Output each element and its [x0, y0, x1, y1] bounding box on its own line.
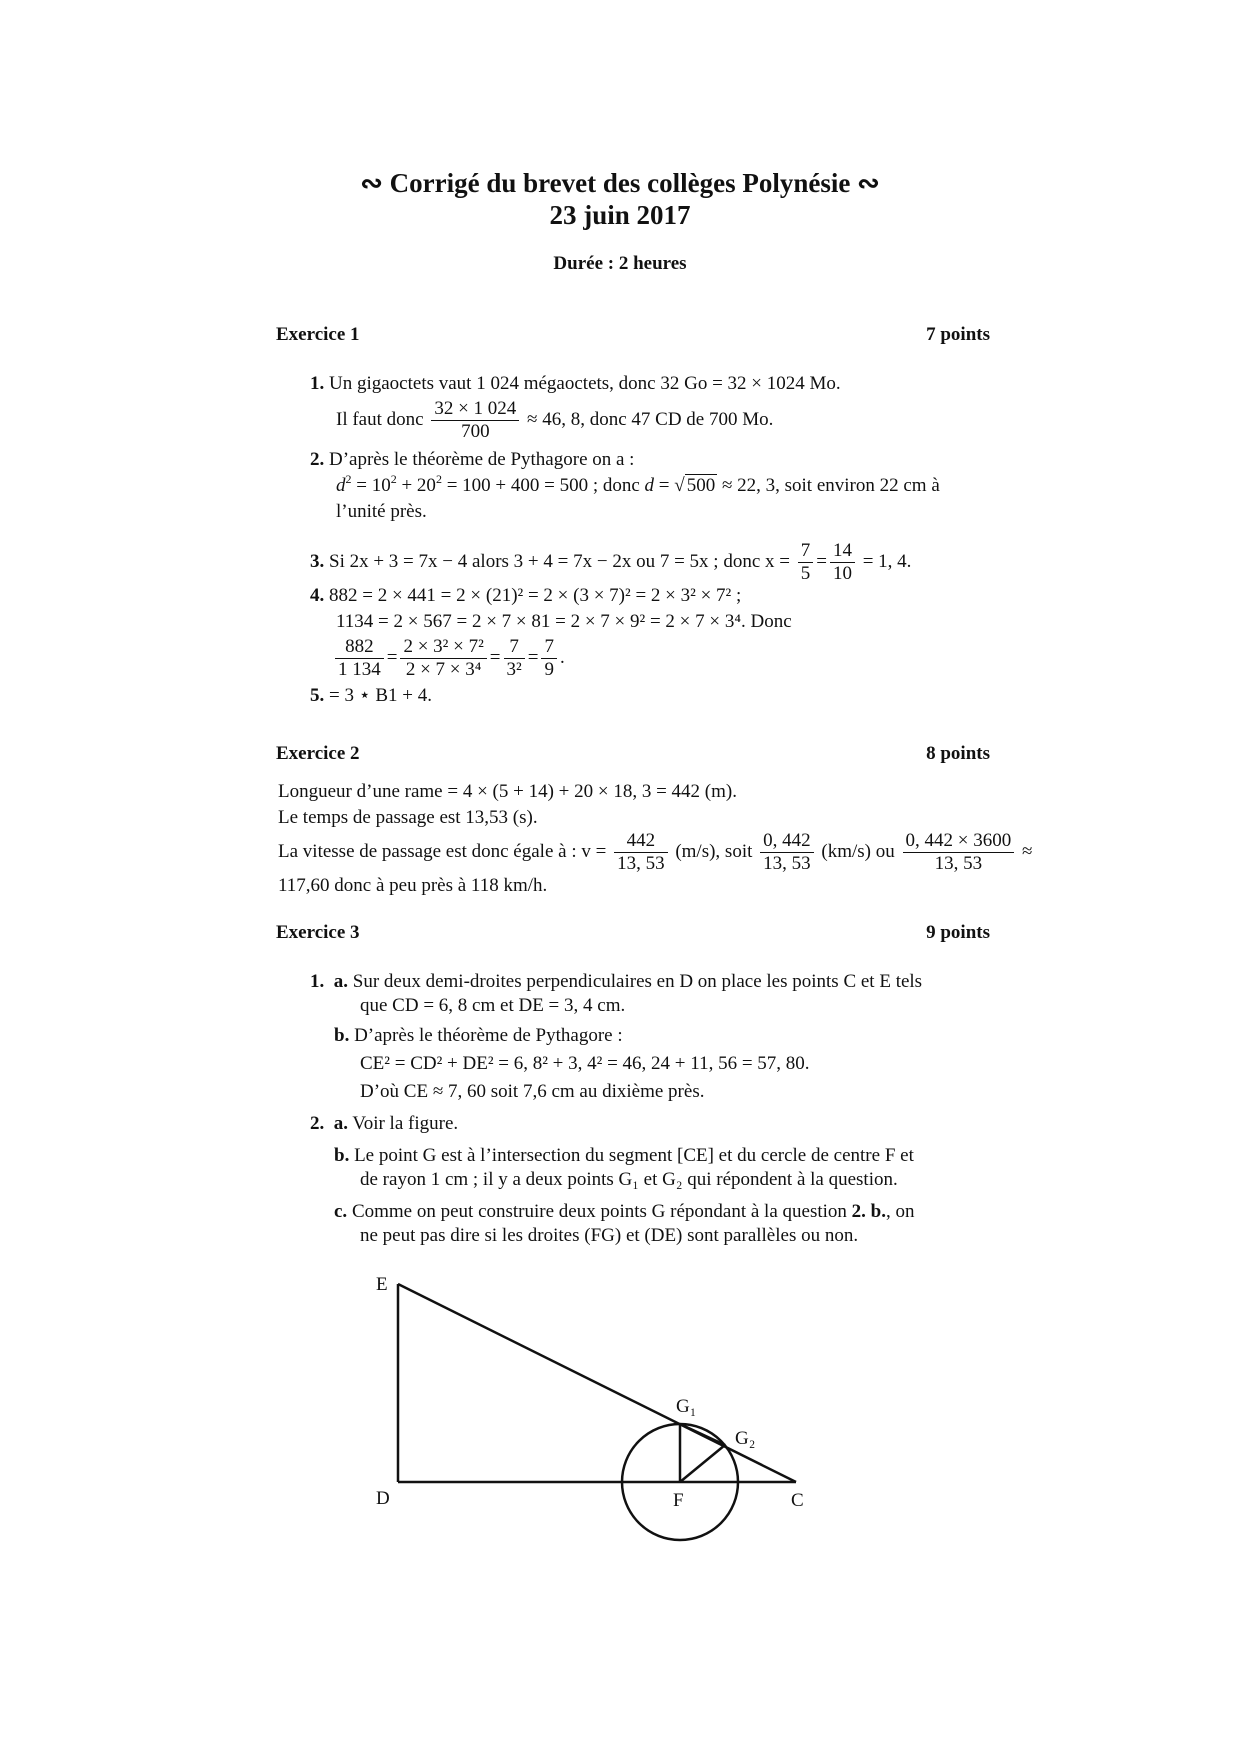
- ex3-q2c-line1: c. Comme on peut construire deux points G répondant à la question 2. b., on: [334, 1201, 915, 1222]
- ex1-q2-line2: $d^2 = 10^2 + 20^2 = 100 + 400 = 500$ ; donc d = √ 500 ≈ 22, 3, soit environ 22 cm à: [336, 472, 940, 496]
- ex1-q3: 3. Si 2x + 3 = 7x − 4 alors 3 + 4 = 7x − 2x ou 7 = 5x ; donc x = $\frac{7}{5}$ = $\frac{14}{10}$ = 1, 4.: [310, 540, 912, 584]
- ex3-q1a-line1: 1. a. Sur deux demi-droites perpendiculaires en D on place les points C et E tels: [310, 971, 923, 992]
- document-date: 23 juin 2017: [549, 200, 691, 230]
- fraction: $\frac{442}{13, 53}$: [614, 830, 668, 875]
- ex3-q1b-line3: D’où CE ≈ 7, 60 soit 7,6 cm au dixième près.: [360, 1081, 705, 1102]
- ex3-q1b-line2: CE² = CD² + DE² = 6, 8² + 3, 4² = 46, 24 + 11, 56 = 57, 80.: [360, 1053, 810, 1074]
- ex2-line4: 117,60 donc à peu près à 118 km/h.: [278, 875, 548, 896]
- fraction: $\frac{\text{2 × 3² × 7²}}{\text{2 × 7 × 3⁴}}$: [400, 636, 486, 681]
- segment-G1G2: [680, 1424, 725, 1445]
- label-G2: G₂: [735, 1428, 756, 1449]
- ex3-q1a-line2: que CD = 6, 8 cm et DE = 3, 4 cm.: [360, 995, 626, 1016]
- fraction: $\frac{32 \times 1 024}{700}$: [431, 398, 519, 443]
- ex2-line3: La vitesse de passage est donc égale à : v = $\frac{442}{13, 53}$ (m/s), soit $\frac{0, 442}{13, 53}$ (km/s) ou $\frac{0, 442 \times 3600}{13, 53}$ ≈: [278, 830, 1033, 874]
- ex1-q2-line3: l’unité près.: [336, 501, 427, 522]
- fraction: $\frac{7}{5}$: [798, 540, 814, 585]
- ex1-q4-line1: 4. 882 = 2 × 441 = 2 × (21)² = 2 × (3 × 7)² = 2 × 3² × 7² ;: [310, 585, 742, 606]
- ex1-q4-line3: $\frac{882}{1 134}$ = $\frac{\text{2 × 3² × 7²}}{\text{2 × 7 × 3⁴}}$ = $\frac{7}{\text{3²}}$ = $\frac{7}{9}$ .: [332, 636, 565, 681]
- label-D: D: [376, 1488, 390, 1509]
- exercise-title: Exercice 2: [276, 743, 360, 764]
- ex3-q2b-line1: b. Le point G est à l’intersection du segment [CE] et du cercle de centre F et: [334, 1145, 914, 1166]
- fraction: $\frac{14}{10}$: [830, 540, 855, 585]
- fraction: $\frac{0, 442 \times 3600}{13, 53}$: [903, 830, 1015, 875]
- fraction: $\frac{7}{9}$: [541, 636, 557, 681]
- label-G1: G₁: [676, 1396, 697, 1417]
- label-E: E: [376, 1274, 388, 1295]
- exercise-points: 7 points: [926, 324, 990, 345]
- ex1-q2-line1: 2. D’après le théorème de Pythagore on a :: [310, 449, 635, 470]
- ex3-q2a: 2. a. Voir la figure.: [310, 1113, 459, 1134]
- document-title: ∾ Corrigé du brevet des collèges Polynésie ∾: [360, 168, 880, 198]
- duration: Durée : 2 heures: [553, 253, 687, 274]
- ex2-line2: Le temps de passage est 13,53 (s).: [278, 807, 538, 828]
- ex3-q1b-line1: b. D’après le théorème de Pythagore :: [334, 1025, 623, 1046]
- fraction: $\frac{7}{\text{3²}}$: [504, 636, 525, 681]
- label-C: C: [791, 1490, 804, 1511]
- exercise-title: Exercice 1: [276, 324, 360, 345]
- ex1-q5: 5. = 3 ⋆ B1 + 4.: [310, 685, 432, 706]
- exercise-title: Exercice 3: [276, 922, 360, 943]
- exercise-points: 9 points: [926, 922, 990, 943]
- fraction: $\frac{882}{1 134}$: [335, 636, 384, 681]
- ex1-q1-line1: 1. Un gigaoctets vaut 1 024 mégaoctets, donc 32 Go = 32 × 1024 Mo.: [310, 373, 841, 394]
- label-F: F: [673, 1490, 684, 1511]
- segment-FG2: [680, 1445, 725, 1482]
- fraction: $\frac{0, 442}{13, 53}$: [760, 830, 814, 875]
- exercise-points: 8 points: [926, 743, 990, 764]
- ex1-q1-line2: Il faut donc $\frac{32 \times 1 024}{700}$ ≈ 46, 8, donc 47 CD de 700 Mo.: [336, 398, 774, 442]
- ex1-q4-line2: 1134 = 2 × 567 = 2 × 7 × 81 = 2 × 7 × 9² = 2 × 7 × 3⁴. Donc: [336, 611, 792, 632]
- ex2-line1: Longueur d’une rame = 4 × (5 + 14) + 20 × 18, 3 = 442 (m).: [278, 781, 737, 802]
- ex3-q2b-line2: de rayon 1 cm ; il y a deux points G₁ et G₂ qui répondent à la question.: [360, 1169, 898, 1190]
- segment-EC: [398, 1284, 796, 1482]
- ex3-q2c-line2: ne peut pas dire si les droites (FG) et (DE) sont parallèles ou non.: [360, 1225, 859, 1246]
